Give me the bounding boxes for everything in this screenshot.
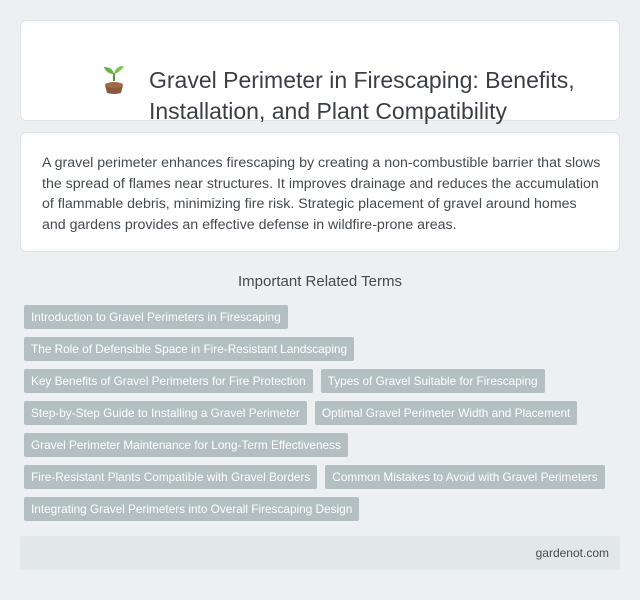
footer	[20, 536, 620, 570]
term-tag-maintenance[interactable]: Gravel Perimeter Maintenance for Long-Term Effectiveness	[24, 433, 348, 457]
related-terms-heading: Important Related Terms	[238, 273, 402, 290]
term-tag-compatible-plants[interactable]: Fire-Resistant Plants Compatible with Gravel Borders	[24, 465, 317, 489]
term-tag-gravel-types[interactable]: Types of Gravel Suitable for Firescaping	[321, 369, 545, 393]
footer-site-link[interactable]: gardenot.com	[535, 546, 609, 560]
description-card	[20, 132, 620, 252]
term-tag-key-benefits[interactable]: Key Benefits of Gravel Perimeters for Fire Protection	[24, 369, 313, 393]
term-tag-installation-guide[interactable]: Step-by-Step Guide to Installing a Gravel Perimeter	[24, 401, 307, 425]
related-terms-list	[24, 305, 616, 521]
term-tag-integration[interactable]: Integrating Gravel Perimeters into Overall Firescaping Design	[24, 497, 359, 521]
page-title: Gravel Perimeter in Firescaping: Benefits, Installation, and Plant Compatibility	[149, 67, 575, 124]
title-card	[20, 20, 620, 124]
description-text: A gravel perimeter enhances firescaping by creating a non-combustible barrier that slows the spread of flames near structures. It improves drainage and reduces the accumulation of flammable debris, minimizing fire risk. Strategic placement of gravel around homes and gardens provides an effective defense in wildfire-prone areas.	[42, 155, 601, 233]
seedling-icon	[101, 65, 127, 95]
term-tag-width-placement[interactable]: Optimal Gravel Perimeter Width and Placement	[315, 401, 577, 425]
term-tag-introduction[interactable]: Introduction to Gravel Perimeters in Firescaping	[24, 305, 288, 329]
term-tag-defensible-space[interactable]: The Role of Defensible Space in Fire-Resistant Landscaping	[24, 337, 354, 361]
term-tag-common-mistakes[interactable]: Common Mistakes to Avoid with Gravel Perimeters	[325, 465, 604, 489]
